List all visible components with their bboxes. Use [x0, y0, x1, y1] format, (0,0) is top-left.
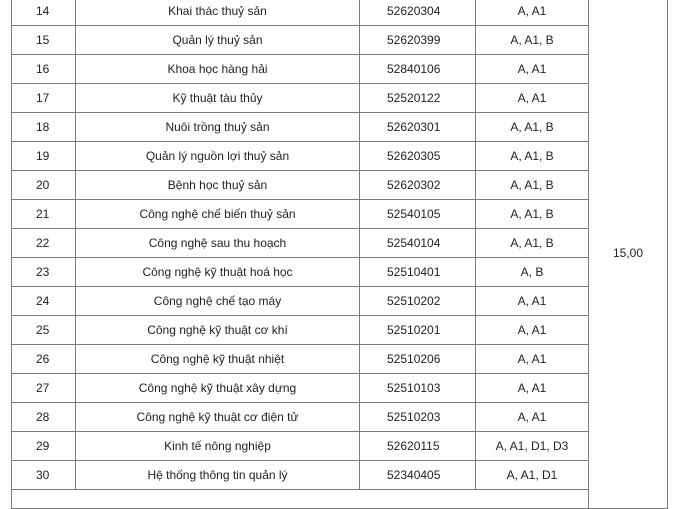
exam-block-cell: A, A1, B — [476, 113, 589, 142]
exam-block-cell: A, A1 — [476, 374, 589, 403]
major-code-cell: 52510206 — [360, 345, 476, 374]
table-body — [12, 0, 668, 509]
table-row-partial — [12, 490, 668, 509]
major-name-cell: Kỹ thuật tàu thủy — [76, 84, 360, 113]
exam-block-cell: A, A1, D1, D3 — [476, 432, 589, 461]
exam-block-cell: A, A1 — [476, 316, 589, 345]
major-code-cell: 52620301 — [360, 113, 476, 142]
table-row — [12, 287, 668, 316]
major-name-cell: Công nghệ chế biến thuỷ sản — [76, 200, 360, 229]
row-number-cell: 20 — [12, 171, 76, 200]
row-number-cell: 24 — [12, 287, 76, 316]
table-row — [12, 200, 668, 229]
table-row — [12, 374, 668, 403]
major-name-cell: Công nghệ kỹ thuật hoá học — [76, 258, 360, 287]
major-code-cell: 52620302 — [360, 171, 476, 200]
major-code-cell: 52540105 — [360, 200, 476, 229]
table-row — [12, 171, 668, 200]
exam-block-cell: A, A1 — [476, 0, 589, 26]
major-name-cell: Công nghệ kỹ thuật xây dựng — [76, 374, 360, 403]
major-code-cell: 52620115 — [360, 432, 476, 461]
table-row — [12, 142, 668, 171]
major-name-cell: Công nghệ kỹ thuật cơ khí — [76, 316, 360, 345]
exam-block-cell: A, B — [476, 258, 589, 287]
exam-block-cell: A, A1, D1 — [476, 461, 589, 490]
row-number-cell: 15 — [12, 26, 76, 55]
table-row — [12, 461, 668, 490]
table-row — [12, 229, 668, 258]
table-row — [12, 432, 668, 461]
table-row — [12, 258, 668, 287]
empty-cell — [12, 490, 589, 509]
major-name-cell: Kinh tế nông nghiệp — [76, 432, 360, 461]
exam-block-cell: A, A1 — [476, 55, 589, 84]
row-number-cell: 30 — [12, 461, 76, 490]
row-number-cell: 19 — [12, 142, 76, 171]
major-code-cell: 52540104 — [360, 229, 476, 258]
major-name-cell: Khoa học hàng hải — [76, 55, 360, 84]
major-name-cell: Công nghệ kỹ thuật cơ điện tử — [76, 403, 360, 432]
row-number-cell: 29 — [12, 432, 76, 461]
row-number-cell: 22 — [12, 229, 76, 258]
table-row — [12, 84, 668, 113]
major-name-cell: Quản lý nguồn lợi thuỷ sản — [76, 142, 360, 171]
benchmark-score-cell: 15,00 — [589, 0, 668, 509]
major-name-cell: Công nghệ sau thu hoạch — [76, 229, 360, 258]
major-code-cell: 52510203 — [360, 403, 476, 432]
exam-block-cell: A, A1, B — [476, 171, 589, 200]
exam-block-cell: A, A1 — [476, 345, 589, 374]
table-row — [12, 0, 668, 26]
major-code-cell: 52510202 — [360, 287, 476, 316]
major-code-cell: 52510401 — [360, 258, 476, 287]
major-code-cell: 52520122 — [360, 84, 476, 113]
row-number-cell: 23 — [12, 258, 76, 287]
major-code-cell: 52340405 — [360, 461, 476, 490]
exam-block-cell: A, A1, B — [476, 26, 589, 55]
major-name-cell: Bệnh học thuỷ sản — [76, 171, 360, 200]
major-code-cell: 52620305 — [360, 142, 476, 171]
row-number-cell: 18 — [12, 113, 76, 142]
exam-block-cell: A, A1, B — [476, 200, 589, 229]
major-name-cell: Quản lý thuỷ sản — [76, 26, 360, 55]
table-row — [12, 113, 668, 142]
table-row — [12, 316, 668, 345]
major-code-cell: 52510103 — [360, 374, 476, 403]
major-name-cell: Nuôi trồng thuỷ sản — [76, 113, 360, 142]
major-code-cell: 52510201 — [360, 316, 476, 345]
row-number-cell: 17 — [12, 84, 76, 113]
table-row — [12, 345, 668, 374]
exam-block-cell: A, A1 — [476, 403, 589, 432]
exam-block-cell: A, A1, B — [476, 142, 589, 171]
exam-block-cell: A, A1 — [476, 84, 589, 113]
major-name-cell: Công nghệ chế tạo máy — [76, 287, 360, 316]
row-number-cell: 16 — [12, 55, 76, 84]
major-name-cell: Công nghệ kỹ thuật nhiệt — [76, 345, 360, 374]
exam-block-cell: A, A1 — [476, 287, 589, 316]
admission-table — [11, 0, 668, 509]
major-code-cell: 52620304 — [360, 0, 476, 26]
major-code-cell: 52840106 — [360, 55, 476, 84]
row-number-cell: 21 — [12, 200, 76, 229]
admission-table-wrapper — [11, 0, 668, 509]
row-number-cell: 26 — [12, 345, 76, 374]
row-number-cell: 28 — [12, 403, 76, 432]
major-name-cell: Hệ thống thông tin quản lý — [76, 461, 360, 490]
table-row — [12, 55, 668, 84]
row-number-cell: 25 — [12, 316, 76, 345]
major-name-cell: Khai thác thuỷ sản — [76, 0, 360, 26]
row-number-cell: 14 — [12, 0, 76, 26]
major-code-cell: 52620399 — [360, 26, 476, 55]
exam-block-cell: A, A1, B — [476, 229, 589, 258]
table-row — [12, 26, 668, 55]
table-row — [12, 403, 668, 432]
row-number-cell: 27 — [12, 374, 76, 403]
